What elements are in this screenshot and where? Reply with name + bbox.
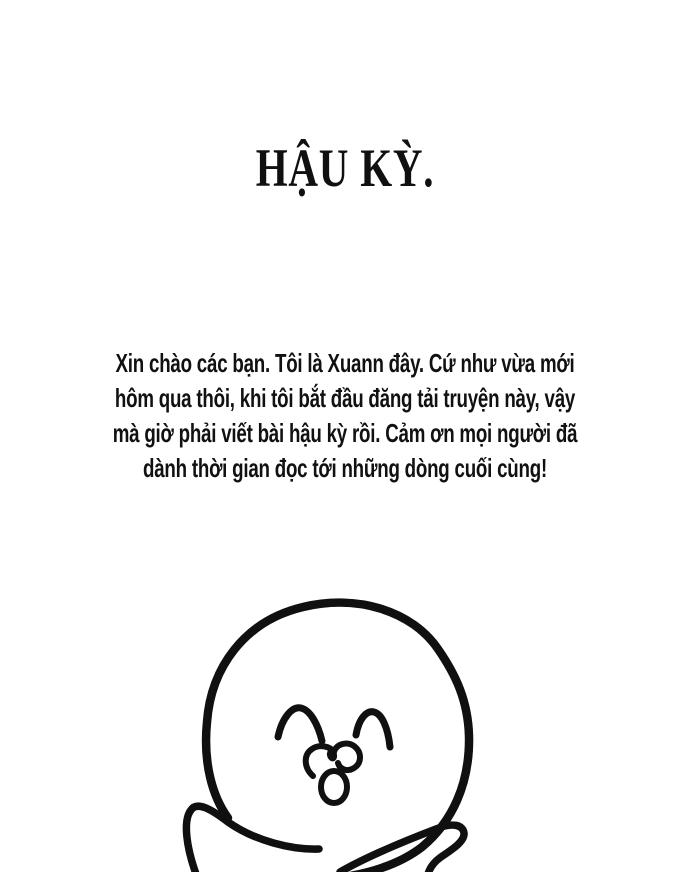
afterword-line-2: hôm qua thôi, khi tôi bắt đầu đăng tải truyện này, vậy (114, 383, 576, 413)
page-title: HẬU KỲ. (255, 138, 435, 198)
character-right-eye (356, 712, 390, 747)
afterword-line-4: dành thời gian đọc tới những dòng cuối cùng! (143, 453, 547, 483)
character-left-arm (186, 806, 319, 872)
character-left-eye (278, 708, 322, 741)
afterword-line-3: mà giờ phải viết bài hậu kỳ rồi. Cảm ơn mọi người đã (112, 418, 578, 448)
character-tongue (321, 771, 347, 803)
afterword-line-1: Xin chào các bạn. Tôi là Xuann đây. Cứ như vừa mới (115, 348, 575, 378)
character-right-arm (340, 825, 464, 872)
